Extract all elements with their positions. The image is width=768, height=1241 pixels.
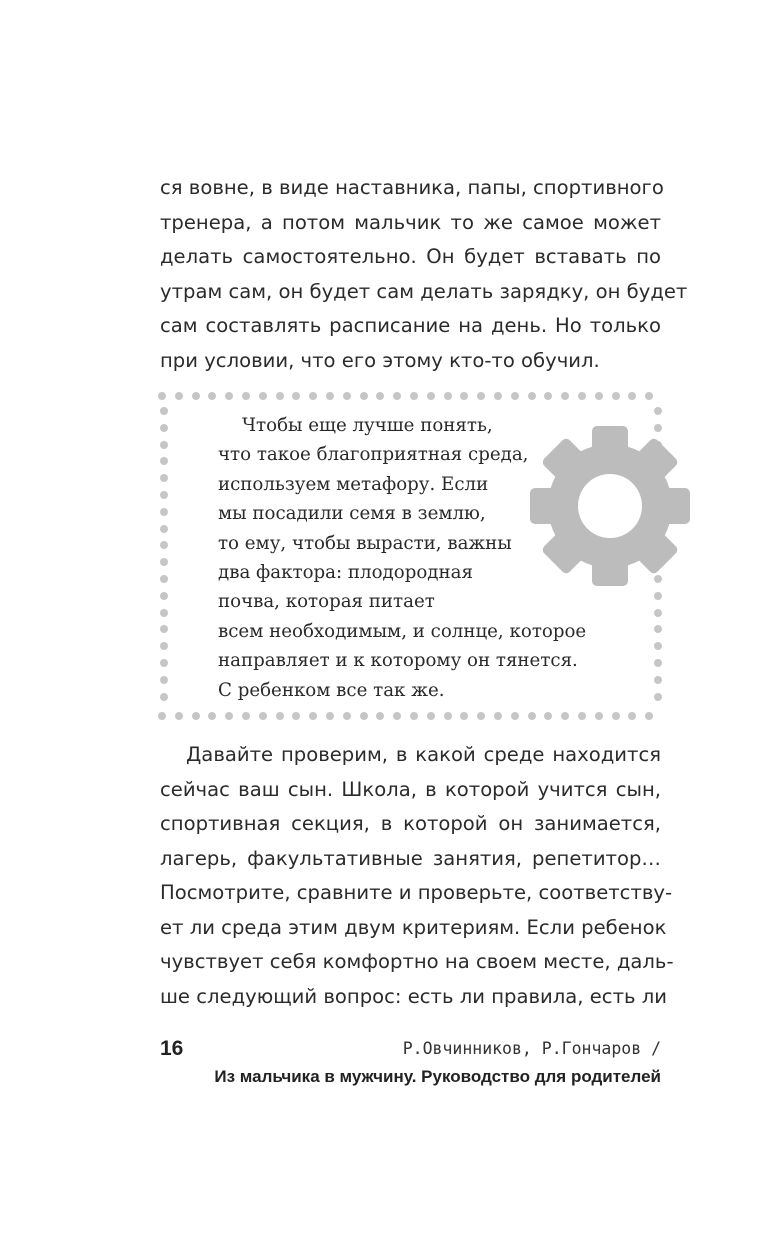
callout-line: то ему, чтобы вырасти, важны xyxy=(218,532,512,554)
border-dot xyxy=(276,712,284,720)
border-dot xyxy=(628,392,636,400)
border-dot xyxy=(654,625,662,633)
border-dot xyxy=(160,558,168,566)
border-dot xyxy=(160,525,168,533)
text-line: ше следующий вопрос: есть ли правила, есть ли xyxy=(160,984,668,1008)
text-line: ся вовне, в виде наставника, папы, спортивного xyxy=(160,176,664,199)
border-dot xyxy=(276,392,284,400)
border-dot xyxy=(511,712,519,720)
text-line: чувствует себя комфортно на своем месте, даль- xyxy=(160,950,674,973)
border-dot xyxy=(225,392,233,400)
dotted-border-left xyxy=(159,407,169,703)
border-dot xyxy=(460,712,468,720)
border-dot xyxy=(654,642,662,650)
border-dot xyxy=(645,392,653,400)
text-line: сейчас ваш сын. Школа, в которой учится сын, xyxy=(160,777,661,801)
border-dot xyxy=(477,712,485,720)
callout-line: два фактора: плодородная xyxy=(218,562,473,584)
border-dot xyxy=(326,392,334,400)
border-dot xyxy=(292,392,300,400)
border-dot xyxy=(612,392,620,400)
border-dot xyxy=(175,712,183,720)
callout-line: Чтобы еще лучше понять, xyxy=(242,415,493,436)
border-dot xyxy=(160,575,168,583)
running-footer-authors: Р.Овчинников, Р.Гончаров / xyxy=(402,1039,661,1058)
border-dot xyxy=(292,712,300,720)
border-dot xyxy=(360,392,368,400)
text-line: Посмотрите, сравните и проверьте, соответству- xyxy=(160,881,673,904)
border-dot xyxy=(578,712,586,720)
text-line: Давайте проверим, в какой среде находится xyxy=(186,743,661,766)
paragraph-top xyxy=(160,171,688,378)
text-line: утрам сам, он будет сам делать зарядку, он будет xyxy=(160,279,688,303)
callout-line: используем метафору. Если xyxy=(218,473,489,495)
text-line: тренера, а потом мальчик то же самое может xyxy=(160,210,661,234)
border-dot xyxy=(160,676,168,684)
border-dot xyxy=(561,392,569,400)
border-dot xyxy=(343,712,351,720)
text-line: сам составлять расписание на день. Но только xyxy=(160,314,661,337)
border-dot xyxy=(376,712,384,720)
callout-line: мы посадили семя в землю, xyxy=(218,503,486,525)
text-line: ет ли среда этим двум критериям. Если ребенок xyxy=(160,915,667,939)
text-line: лагерь, факультативные занятия, репетитор… xyxy=(160,846,661,870)
border-dot xyxy=(360,712,368,720)
callout-line: что такое благоприятная среда, xyxy=(218,444,529,466)
border-dot xyxy=(628,712,636,720)
border-dot xyxy=(259,392,267,400)
border-dot xyxy=(595,712,603,720)
border-dot xyxy=(528,392,536,400)
border-dot xyxy=(393,392,401,400)
running-footer-title: Из мальчика в мужчину. Руководство для родителей xyxy=(214,1067,661,1086)
border-dot xyxy=(460,392,468,400)
border-dot xyxy=(376,392,384,400)
border-dot xyxy=(175,392,183,400)
page-number: 16 xyxy=(160,1037,184,1060)
border-dot xyxy=(477,392,485,400)
border-dot xyxy=(427,392,435,400)
border-dot xyxy=(326,712,334,720)
border-dot xyxy=(160,474,168,482)
border-dot xyxy=(544,392,552,400)
border-dot xyxy=(160,659,168,667)
callout-line: почва, которая питает xyxy=(218,591,435,613)
border-dot xyxy=(343,392,351,400)
border-dot xyxy=(192,712,200,720)
paragraph-bottom xyxy=(160,738,674,1014)
border-dot xyxy=(160,693,168,701)
border-dot xyxy=(654,659,662,667)
border-dot xyxy=(208,392,216,400)
border-dot xyxy=(160,609,168,617)
border-dot xyxy=(160,508,168,516)
border-dot xyxy=(494,392,502,400)
border-dot xyxy=(544,712,552,720)
border-dot xyxy=(225,712,233,720)
text-line: при условии, что его этому кто-то обучил. xyxy=(160,348,600,372)
gear-icon xyxy=(530,426,690,586)
border-dot xyxy=(654,407,662,415)
border-dot xyxy=(393,712,401,720)
border-dot xyxy=(259,712,267,720)
callout-line: С ребенком все так же. xyxy=(218,679,445,701)
border-dot xyxy=(160,592,168,600)
text-line: спортивная секция, в которой он занимается, xyxy=(160,812,661,835)
border-dot xyxy=(160,457,168,465)
border-dot xyxy=(160,625,168,633)
border-dot xyxy=(654,676,662,684)
border-dot xyxy=(410,712,418,720)
border-dot xyxy=(645,712,653,720)
border-dot xyxy=(242,392,250,400)
border-dot xyxy=(654,609,662,617)
border-dot xyxy=(427,712,435,720)
border-dot xyxy=(160,441,168,449)
border-dot xyxy=(561,712,569,720)
callout-line: направляет и к которому он тянется. xyxy=(218,650,578,672)
border-dot xyxy=(158,712,166,720)
border-dot xyxy=(309,712,317,720)
border-dot xyxy=(612,712,620,720)
border-dot xyxy=(444,392,452,400)
dotted-border-top xyxy=(158,391,664,401)
border-dot xyxy=(494,712,502,720)
callout-line: всем необходимым, и солнце, которое xyxy=(218,620,587,642)
border-dot xyxy=(160,491,168,499)
border-dot xyxy=(595,392,603,400)
border-dot xyxy=(444,712,452,720)
border-dot xyxy=(528,712,536,720)
border-dot xyxy=(160,541,168,549)
border-dot xyxy=(160,424,168,432)
border-dot xyxy=(410,392,418,400)
border-dot xyxy=(654,693,662,701)
border-dot xyxy=(208,712,216,720)
border-dot xyxy=(242,712,250,720)
border-dot xyxy=(158,392,166,400)
border-dot xyxy=(309,392,317,400)
border-dot xyxy=(192,392,200,400)
border-dot xyxy=(160,642,168,650)
border-dot xyxy=(578,392,586,400)
border-dot xyxy=(654,592,662,600)
text-line: делать самостоятельно. Он будет вставать по xyxy=(160,245,661,268)
border-dot xyxy=(511,392,519,400)
border-dot xyxy=(160,407,168,415)
dotted-border-bottom xyxy=(158,711,664,721)
